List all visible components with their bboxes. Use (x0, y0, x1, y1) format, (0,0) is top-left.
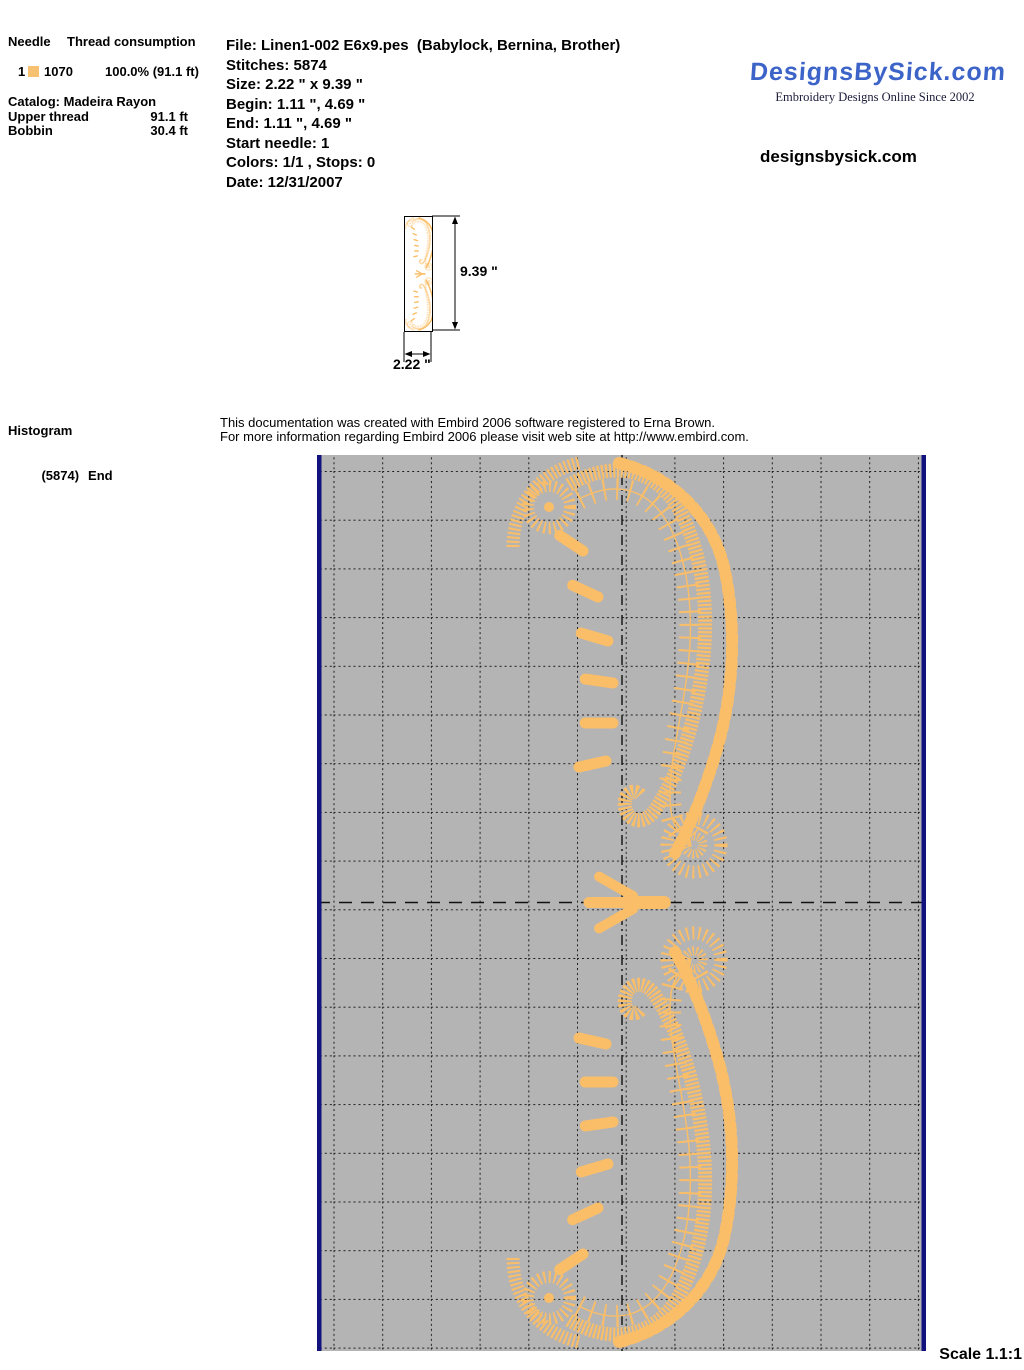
embird-note-line1: This documentation was created with Embird 2006 software registered to Erna Brown. (220, 415, 715, 430)
hoop-bar-right (922, 455, 927, 1351)
upper-thread-value: 91.1 ft (150, 109, 188, 124)
begin-line: Begin: 1.11 ", 4.69 " (226, 95, 366, 113)
hoop-bar-left (317, 455, 322, 1351)
thread-consumption-value: 100.0% (91.1 ft) (105, 64, 199, 79)
histogram-end-count: (5874) (41, 468, 80, 483)
end-line: End: 1.11 ", 4.69 " (226, 115, 352, 132)
size-line: Size: 2.22 " x 9.39 " (226, 76, 363, 93)
histogram-title: Histogram (8, 423, 73, 438)
histogram-end-row (27, 455, 122, 497)
needle-number: 1 (18, 64, 26, 79)
scale-label: Scale 1.1:1 (939, 1346, 1022, 1363)
start-needle-line: Start needle: 1 (226, 134, 330, 152)
bobbin-value: 30.4 ft (150, 123, 188, 138)
brand-tagline: Embroidery Designs Online Since 2002 (775, 90, 975, 104)
brand-logo: DesignsBySick.com (749, 58, 1008, 86)
bobbin-label: Bobbin (8, 123, 53, 138)
thread-color-swatch (28, 66, 39, 77)
upper-thread-label: Upper thread (8, 109, 89, 124)
date-line: Date: 12/31/2007 (226, 173, 343, 191)
stitch-grid (317, 455, 926, 1351)
file-info-panel (226, 36, 620, 192)
catalog-label: Catalog: Madeira Rayon (8, 94, 157, 109)
stitches-line: Stitches: 5874 (226, 56, 327, 74)
colors-stops-line: Colors: 1/1 , Stops: 0 (226, 154, 376, 171)
histogram-end-label: End (88, 468, 113, 483)
dimension-arrows (402, 214, 466, 378)
width-dimension-label: 2.22 " (393, 356, 431, 372)
needle-column-header: Needle (8, 34, 51, 49)
file-name-line: File: Linen1-002 E6x9.pes (Babylock, Bernina, Brother) (226, 37, 621, 54)
thread-code: 1070 (44, 64, 73, 79)
embird-note (220, 416, 749, 443)
brand-website: designsbysick.com (760, 147, 917, 166)
height-dimension-label: 9.39 " (460, 263, 498, 279)
consumption-column-header: Thread consumption (67, 34, 196, 49)
embird-note-line2: For more information regarding Embird 2006 please visit web site at http://www.embird.com. (220, 428, 749, 444)
